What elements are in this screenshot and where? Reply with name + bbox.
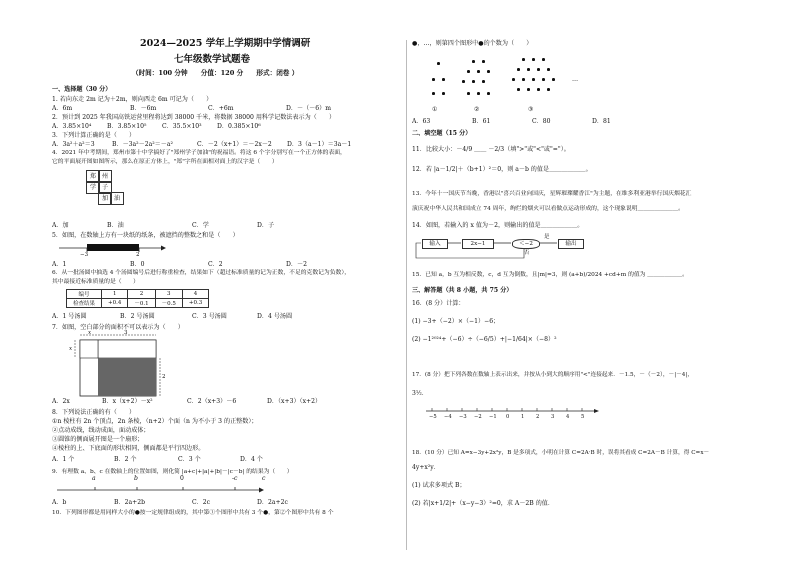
exam-title: 2024—2025 学年上学期期中学情调研 [140,38,311,49]
dot [472,60,475,63]
q5: 5．如图，在数轴上方有一块纸的纸条，被遮挡的整数之和是（ ） [52,232,239,239]
flow-output: 输出 [558,239,584,249]
q18-line1: 18．(10 分）已知 A=x−3y+2x²y，B 是多项式，小明在计算 C=2A·B 时，误将其看成 C=2A－B 计算，得 C=x－ [412,450,710,456]
dot [512,78,515,81]
dot [537,68,540,71]
q2: 2．预计到 2025 年我国高铁运营里程将达到 38000 千米，将数据 38000 用科学记数法表示为（ ） [52,114,336,121]
dot [472,80,475,83]
table-cell: 1 [102,290,128,299]
dot [477,70,480,73]
q7-c[interactable]: C．2（x+3）－6 [187,398,237,405]
tick-label: −3 [459,414,467,420]
q5-c[interactable]: C．2 [208,261,223,268]
q8-c[interactable]: C．3 个 [178,456,201,463]
column-divider [406,40,407,550]
flow-input: 输入 [422,239,448,249]
q8-item: ②点动成线，线动成面，面动成体； [52,427,150,434]
q1-c[interactable]: C．+6m [208,105,234,112]
flow-decision: ＜−2 [512,239,540,249]
tick-label: 2 [536,414,540,420]
dot [432,78,435,81]
q7-figure [72,332,182,404]
q16: 16．(8 分）计算： [412,300,465,307]
q8-item: ④棱柱的上、下底面的形状相同，侧面都是平行四边形。 [52,445,205,452]
table-cell: 2 [128,290,155,299]
dot [467,92,470,95]
q10-b[interactable]: B．61 [472,118,491,125]
q16-part2: (2) −1²⁰²⁴+（−6）÷（−6/5）+|−1/64|×（−8）² [412,336,557,343]
q13-line2: 演庆祝中华人民共和国成立 74 周年，绚烂的烟火可以看做点运动形成的，这个现象说明＿＿＿＿＿＿＿。 [412,206,684,212]
dot [482,60,485,63]
q12: 12．若 |a－1/2|＋（b+1）²＝0，则 a－b 的值是＿＿＿＿＿＿。 [412,166,592,173]
q9-numberline [57,482,267,498]
dot [487,92,490,95]
net-cell: 子 [98,181,112,194]
tick-label: −5 [429,414,437,420]
dot [432,92,435,95]
q18-part1: (1) 试求多项式 B； [412,482,466,489]
dot [487,70,490,73]
q14: 14．如图，若输入的 x 值为－2，则输出的值是＿＿＿＿＿＿。 [412,222,584,229]
flow-process: 2x−1 [462,239,494,249]
q10-c[interactable]: C．80 [532,118,551,125]
fig7-label: x [88,330,92,336]
q8-item: ①n 棱柱有 2n 个顶点，2n 条棱，（n+2）个面（n 为不小于 3 的正整数）； [52,418,258,425]
q4-a[interactable]: A．加 [52,222,69,229]
q16-part1: (1) −3+（−2）×（−1）−6； [412,318,500,325]
q4-c[interactable]: C．学 [192,222,209,229]
q7: 7．如图，空白部分的面积不可以表示为（ ） [52,324,184,331]
q2-a[interactable]: A．3.85×10⁴ [52,123,92,130]
q18-part2: (2) 若|x+1/2|+（x−y−3）²=0，求 A－2B 的值． [412,500,554,507]
dot [532,58,535,61]
fig7-label: 3 [124,330,128,336]
table-cell: －0.1 [128,299,155,308]
dot [462,80,465,83]
q1-b[interactable]: B．－6m [130,105,157,112]
dot [527,88,530,91]
q4-b[interactable]: B．油 [107,222,124,229]
flow-yes: 是 [544,234,550,240]
dot [547,68,550,71]
q2-d[interactable]: D．0.385×10⁶ [217,123,261,130]
q9-label: 0 [180,475,184,482]
q9-a[interactable]: A．b [52,499,67,506]
dot [537,88,540,91]
table-cell: 编号 [67,290,102,299]
q3-a[interactable]: A．3a²＋a²＝3 [52,141,95,148]
q9-label: -c [232,475,238,482]
tick-label: 1 [521,414,525,420]
q8-a[interactable]: A．1 个 [52,456,75,463]
q6-c[interactable]: C．3 号汤圆 [192,313,227,320]
q3-b[interactable]: B．－3a²－2a²＝－a² [112,141,173,148]
tick-label: −2 [474,414,482,420]
q7-b[interactable]: B．x（x+2）－x² [102,398,153,405]
q17: 17．(8 分）把下列各数在数轴上表示出来，并按从小到大的顺序用"<"连接起来．－1.5，－（－2），－|－4|， [412,372,694,378]
dot [482,80,485,83]
net-cell: 州 [98,170,112,183]
figure-label: ① [432,106,438,113]
q6-d[interactable]: D．4 号汤圆 [257,313,293,320]
dot [442,78,445,81]
q8-d[interactable]: D．4 个 [240,456,263,463]
table-row [67,290,209,299]
dot [552,78,555,81]
table-cell: 检查结果 [67,299,102,308]
net-cell: 学 [86,181,100,194]
q9-label: c [262,475,266,482]
table-row [67,299,209,308]
table-cell: 4 [182,290,208,299]
weight-table [66,289,209,308]
figure-label: ③ [528,106,534,113]
q17-number: 3½． [412,390,428,397]
q2-c[interactable]: C．35.5×10³ [162,123,202,130]
paper-strip [87,244,139,251]
numberline-label: 2 [136,252,140,258]
exam-info: （时间：100 分钟 分值：120 分 形式：闭卷 ） [132,69,299,77]
table-cell: 3 [155,290,182,299]
dot [547,88,550,91]
q18-line2: 4y+x²y． [412,464,440,471]
q6-a[interactable]: A．1 号汤圆 [52,313,87,320]
q8-item: ③圆锥的侧面展开图是一个扇形； [52,436,144,443]
dot [532,78,535,81]
section-choice: 一、选择题（30 分） [52,86,112,93]
q4-d[interactable]: D．子 [257,222,275,229]
table-cell: +0.3 [182,299,208,308]
flow-no: 否 [524,250,530,256]
dot [542,78,545,81]
right-column [412,0,757,561]
flow-arrows [412,232,592,262]
q13-line1: 13．今年十一国庆节当晚，香港以"喜兴百业向国庆，星辉璀璨耀香江"为主题，在维多利亚港举行国庆烟花汇 [412,191,692,197]
q9: 9．有理数 a、b、c 在数轴上的位置如图，则化简 |a+c|+|a|+|b|－|c－b| 的结果为（ ） [52,469,293,475]
exam-subtitle: 七年级数学试题卷 [174,54,251,65]
q5-a[interactable]: A．1 [52,261,67,268]
dot [522,78,525,81]
net-cell: 郑 [86,170,100,183]
tick-label: −1 [489,414,497,420]
fig7-label: 2 [162,374,166,380]
dot [442,92,445,95]
table-cell: －0.5 [155,299,182,308]
q10-d[interactable]: D．81 [592,118,611,125]
table-cell: +0.4 [102,299,128,308]
q2-b[interactable]: B．3.85×10⁵ [107,123,147,130]
q4-line2: 它的平面展开图如图所示，那么在原正方体上，"郑"字所在面相对面上的汉字是（ ） [52,159,278,165]
q9-d[interactable]: D．2a+2c [257,499,288,506]
q8: 8．下列说法正确的有（ ） [52,409,136,416]
net-cell: 油 [110,192,124,205]
dot [542,58,545,61]
q5-b[interactable]: B．0 [130,261,145,268]
q10-a[interactable]: A．63 [412,118,431,125]
q10-line1: 10．下列图形都是用同样大小的●按一定规律组成的，其中第①个图形中共有 3 个●，第②个图形中共有 8 个 [52,510,334,516]
figure-label: ② [474,106,480,113]
tick-label: −4 [444,414,452,420]
q3-d[interactable]: D．3（a－1）＝3a－1 [287,141,352,148]
q6-line2: 其中最接近标准质量的是（ ） [52,279,139,285]
q5-numberline [57,240,167,258]
dot [517,88,520,91]
tick-label: 0 [506,414,510,420]
dots-ellipsis: … [572,76,579,83]
q8-b[interactable]: B．2 个 [114,456,137,463]
dot [467,70,470,73]
left-column [52,0,402,561]
q1-a[interactable]: A．6m [52,105,73,112]
dot [517,68,520,71]
q9-label: a [92,475,96,482]
q7-a[interactable]: A．2x [52,398,70,405]
q15: 15．已知 a，b 互为相反数，c，d 互为倒数，且|m|=3，则 (a+b)/2024 +cd+m 的值为 ＿＿＿＿＿＿。 [412,272,688,278]
tick-label: 3 [551,414,555,420]
dot [437,62,440,65]
q1-d[interactable]: D．－（－6）m [286,105,332,112]
tick-label: 5 [581,414,585,420]
tick-label: 4 [566,414,570,420]
q6-b[interactable]: B．2 号汤圆 [120,313,155,320]
section-answer: 三、解答题（共 8 小题，共 75 分） [412,287,513,294]
q5-d[interactable]: D．－2 [286,261,307,268]
dot [477,92,480,95]
q11: 11．比较大小：－4/9 ＿＿ －2/3（填">"或"<"或"="）。 [412,146,570,153]
q3-c[interactable]: C．－2（x+1）＝－2x－2 [197,141,272,148]
q1: 1. 若向东走 2m 记为＋2m，则向西走 6m 可记为（ ） [52,96,213,103]
q9-c[interactable]: C．2c [192,499,211,506]
q7-d[interactable]: D．（x+3）（x+2） [267,398,322,405]
q6-line1: 6．从一批汤圆中抽选 4 个汤圆编号后进行称重检查，结果如下（超过标准质量的记为正数，不足的克数记为负数）， [52,270,351,276]
fig7-label: x [69,346,73,352]
q10-line2: ●，…，则第四个图形中●的个数为（ ） [412,40,533,47]
section-fill: 二、填空题（15 分） [412,130,472,137]
q4-line1: 4．2021 年中考期间，郑州市第十中学搞好了"郑州学子加油"的祝福语。将这 6 个字分别写在一个正方体的表面， [52,150,346,156]
shaded-region [98,358,156,396]
dot [522,58,525,61]
q3: 3．下列计算正确的是（ ） [52,132,136,139]
q9-label: b [134,475,138,482]
net-cell: 加 [98,192,112,205]
dot [527,68,530,71]
numberline-label: −3 [80,252,89,258]
q9-b[interactable]: B．2a+2b [114,499,145,506]
